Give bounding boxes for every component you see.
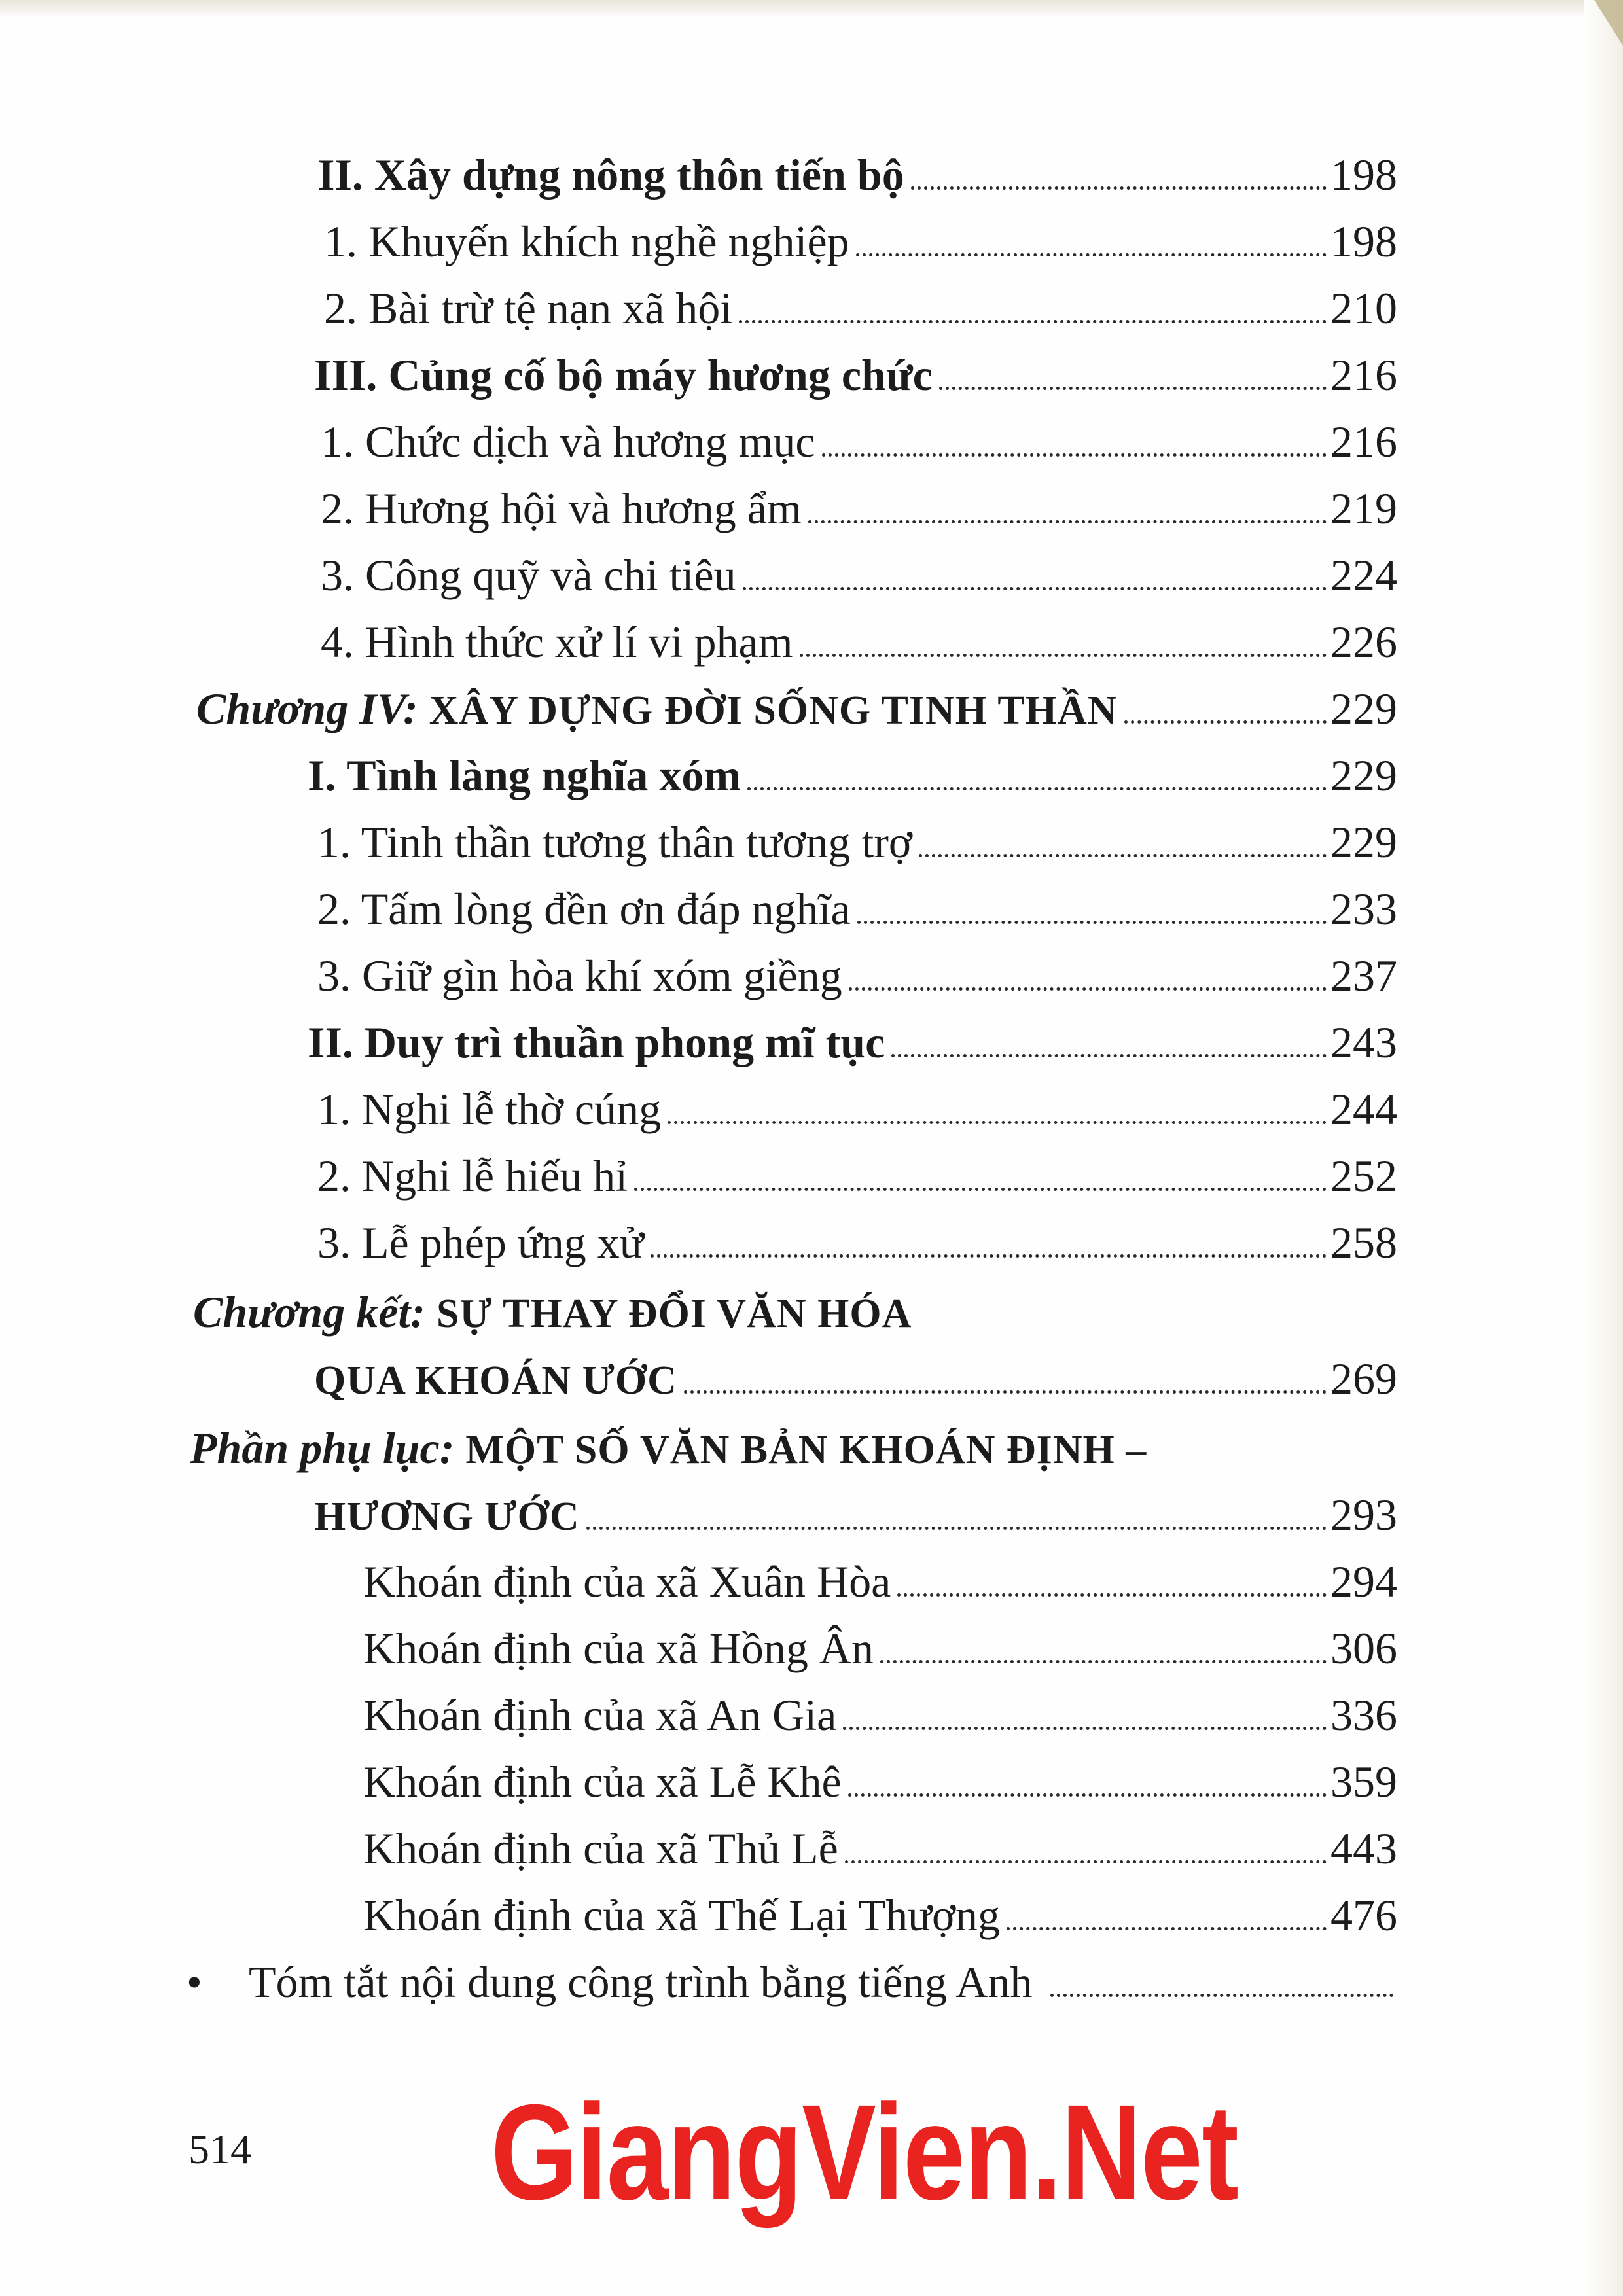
toc-entry[interactable]: [321, 612, 1397, 671]
chapter-label: Chương IV:: [196, 684, 418, 733]
toc-entry-title: HƯƠNG ƯỚC: [314, 1494, 580, 1539]
dot-leader: [822, 453, 1327, 457]
dot-leader: [849, 987, 1327, 991]
toc-entry-page: 336: [1330, 1690, 1397, 1740]
toc-entry-title: II. Duy trì thuần phong mĩ tục: [308, 1017, 885, 1067]
toc-entry[interactable]: [363, 1619, 1397, 1678]
toc-entry-title: 3. Lễ phép ứng xử: [317, 1218, 644, 1267]
dot-leader: [1007, 1927, 1327, 1930]
toc-entry-page: 258: [1330, 1218, 1397, 1267]
toc-entry[interactable]: [363, 1752, 1397, 1811]
toc-entry[interactable]: [324, 212, 1397, 271]
toc-entry-page: 210: [1330, 283, 1397, 333]
toc-entry-page: 294: [1330, 1557, 1397, 1606]
toc-entry-page: 224: [1330, 550, 1397, 600]
toc-entry-title: II. Xây dựng nông thôn tiến bộ: [317, 150, 904, 200]
toc-appendix-heading[interactable]: [190, 1419, 1147, 1479]
toc-chapter-heading[interactable]: [193, 1282, 912, 1343]
toc-entry-title: Khoán định của xã Hồng Ân: [363, 1623, 874, 1673]
toc-entry[interactable]: [314, 345, 1397, 404]
toc-entry[interactable]: [317, 879, 1397, 938]
chapter-title: XÂY DỰNG ĐỜI SỐNG TINH THẦN: [429, 688, 1118, 733]
toc-entry-title: 3. Công quỹ và chi tiêu: [321, 550, 736, 600]
dot-leader: [684, 1390, 1327, 1394]
bullet-icon: •: [187, 1957, 202, 2007]
dot-leader: [857, 921, 1327, 924]
toc-entry[interactable]: [308, 746, 1397, 805]
dot-leader: [808, 520, 1327, 523]
toc-entry-title: [187, 1952, 1032, 2011]
dot-leader: [843, 1727, 1327, 1730]
toc-entry-page: 359: [1330, 1757, 1397, 1807]
toc-entry-page: 237: [1330, 951, 1397, 1000]
dot-leader: [880, 1660, 1327, 1663]
toc-entry-title: [196, 679, 1118, 740]
dot-leader: [919, 854, 1327, 857]
chapter-label: Chương kết:: [193, 1287, 425, 1337]
toc-entry[interactable]: [314, 1349, 1397, 1408]
dot-leader: [897, 1593, 1327, 1597]
appendix-label: Phần phụ lục:: [190, 1423, 455, 1473]
toc-entry-title: 2. Tấm lòng đền ơn đáp nghĩa: [317, 884, 851, 934]
toc-entry-page: 233: [1330, 884, 1397, 934]
bullet-entry-text: Tóm tắt nội dung công trình bằng tiếng Anh: [249, 1957, 1033, 2007]
toc-entry[interactable]: [321, 546, 1397, 605]
toc-entry-page: 244: [1330, 1084, 1397, 1134]
dot-leader: [1124, 720, 1327, 724]
toc-entry-title: Khoán định của xã Lễ Khê: [363, 1757, 842, 1807]
toc-entry[interactable]: [363, 1552, 1397, 1611]
toc-entry[interactable]: [317, 813, 1397, 872]
watermark-logo: GiangVien.Net: [491, 2077, 1238, 2229]
toc-entry-page: 216: [1330, 417, 1397, 467]
toc-entry-page: 476: [1330, 1890, 1397, 1940]
dot-leader: [911, 186, 1327, 190]
toc-entry-title: 4. Hình thức xử lí vi phạm: [321, 617, 793, 667]
toc-entry-title: 2. Bài trừ tệ nạn xã hội: [324, 283, 733, 333]
toc-entry-page: 293: [1330, 1490, 1397, 1540]
toc-entry-title: 1. Chức dịch và hương mục: [321, 417, 815, 467]
toc-entry-title: QUA KHOÁN ƯỚC: [314, 1358, 677, 1403]
toc-entry-page: 243: [1330, 1017, 1397, 1067]
toc-entry-page: 219: [1330, 484, 1397, 533]
dot-leader: [939, 387, 1327, 390]
dot-leader: [747, 787, 1327, 790]
toc-entry-title: 2. Nghi lễ hiếu hỉ: [317, 1151, 628, 1201]
toc-entry[interactable]: [317, 1080, 1397, 1139]
toc-entry-page: 198: [1330, 150, 1397, 200]
chapter-title: SỰ THAY ĐỔI VĂN HÓA: [436, 1292, 912, 1336]
dot-leader: [586, 1527, 1327, 1530]
toc-entry-title: I. Tình làng nghĩa xóm: [308, 751, 741, 800]
dot-leader: [856, 253, 1327, 256]
toc-entry-title: 1. Tinh thần tương thân tương trợ: [317, 817, 912, 867]
dot-leader: [668, 1121, 1327, 1124]
toc-chapter-entry[interactable]: [196, 679, 1397, 738]
toc-entry-title: 1. Nghi lễ thờ cúng: [317, 1084, 662, 1134]
toc-entry[interactable]: [317, 145, 1397, 204]
toc-entry[interactable]: [363, 1819, 1397, 1878]
dot-leader: [848, 1793, 1327, 1797]
dot-leader: [743, 587, 1327, 590]
toc-entry-page: 443: [1330, 1824, 1397, 1873]
toc-entry[interactable]: [308, 1013, 1397, 1072]
toc-entry-title: Khoán định của xã Thế Lại Thượng: [363, 1890, 1000, 1940]
toc-entry-page: 252: [1330, 1151, 1397, 1201]
dot-leader: [845, 1860, 1327, 1863]
dot-leader: [634, 1188, 1327, 1191]
toc-entry[interactable]: [317, 1146, 1397, 1205]
toc-entry-title: 1. Khuyến khích nghề nghiệp: [324, 217, 849, 266]
dot-leader: [1050, 1994, 1393, 1997]
toc-entry[interactable]: [314, 1485, 1397, 1544]
toc-entry-page: 306: [1330, 1623, 1397, 1673]
toc-entry[interactable]: [321, 479, 1397, 538]
toc-entry-title: 2. Hương hội và hương ẩm: [321, 484, 802, 533]
appendix-title: MỘT SỐ VĂN BẢN KHOÁN ĐỊNH –: [465, 1428, 1147, 1472]
dot-leader: [651, 1254, 1327, 1258]
toc-entry[interactable]: [321, 412, 1397, 471]
toc-entry[interactable]: [317, 946, 1397, 1005]
toc-entry-title: Khoán định của xã Thủ Lễ: [363, 1824, 838, 1873]
toc-entry-page: 198: [1330, 217, 1397, 266]
toc-entry[interactable]: [324, 279, 1397, 338]
dot-leader: [800, 654, 1327, 657]
toc-entry-page: 229: [1330, 817, 1397, 867]
toc-entry-title: 3. Giữ gìn hòa khí xóm giềng: [317, 951, 842, 1000]
toc-entry-page: 229: [1330, 684, 1397, 733]
toc-entry[interactable]: [363, 1686, 1397, 1744]
toc-entry-title: Khoán định của xã An Gia: [363, 1690, 837, 1740]
toc-entry[interactable]: [363, 1886, 1397, 1945]
toc-entry-page: 229: [1330, 751, 1397, 800]
page-number: 514: [188, 2126, 251, 2172]
toc-entry-page: 269: [1330, 1354, 1397, 1404]
toc-bullet-entry[interactable]: [187, 1952, 1397, 2011]
dot-leader: [891, 1054, 1327, 1057]
toc-entry-page: 216: [1330, 350, 1397, 400]
toc-entry-title: Khoán định của xã Xuân Hòa: [363, 1557, 891, 1606]
dot-leader: [739, 320, 1327, 323]
toc-entry-title: III. Củng cố bộ máy hương chức: [314, 350, 933, 400]
toc-entry[interactable]: [317, 1213, 1397, 1272]
toc-entry-page: 226: [1330, 617, 1397, 667]
